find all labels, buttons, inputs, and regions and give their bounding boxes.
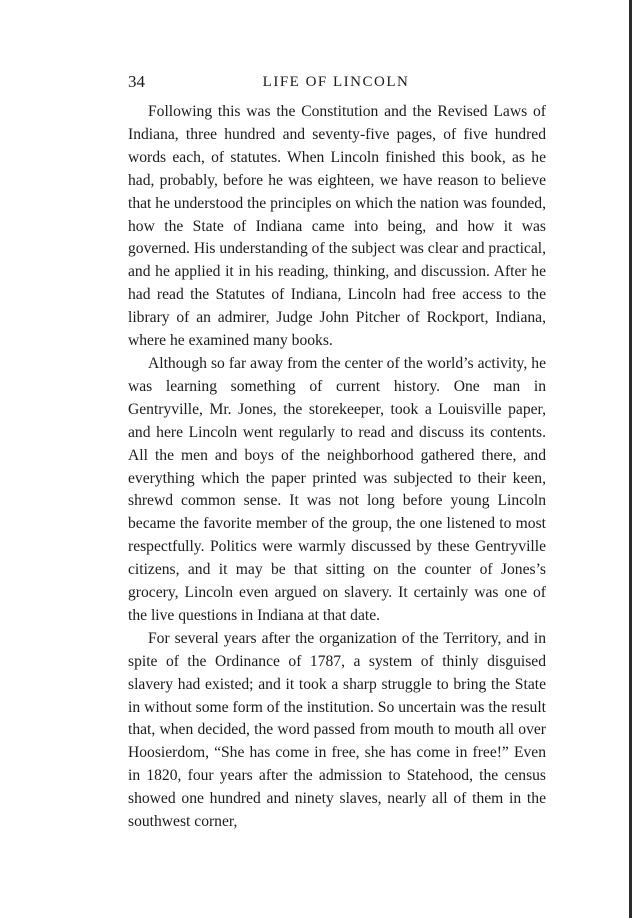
page-header: [128, 72, 544, 96]
paragraph: For several years after the organization of the Territory, and in spite of the Ordinance of 1787, a system of thinly disguised slavery had existed; and it took a sharp struggle to bring the State in without some form of the institution. So uncertain was the result that, when decided, the word passed from mouth to mouth all over Hoosierdom, “She has come in free, she has come in free!” Even in 1820, four years after the admission to Statehood, the census showed one hundred and ninety slaves, nearly all of them in the southwest corner,: [128, 629, 546, 831]
paragraph: Although so far away from the center of the world’s activity, he was learning something of current history. One man in Gentryville, Mr. Jones, the storekeeper, took a Louisville paper, and here Lincoln went regularly to read and discuss its contents. All the men and boys of the neighborhood gathered there, and everything which the paper printed was subjected to their keen, shrewd common sense. It was not long before young Lincoln became the favorite member of the group, the one listened to most respectfully. Politics were warmly discussed by these Gentryville citizens, and it may be that sitting on the counter of Jones’s grocery, Lincoln even argued on slavery. It certainly was one of the live questions in Indiana at that date.: [128, 354, 546, 624]
running-title: LIFE OF LINCOLN: [262, 74, 410, 90]
paragraph: Following this was the Constitution and the Revised Laws of Indiana, three hundred and seventy-five pages, of five hundred words each, of statutes. When Lincoln finished this book, as he had, probably, before he was eighteen, we have reason to believe that he understood the principles on which the nation was founded, how the State of Indiana came into being, and how it was governed. His understanding of the subject was clear and practical, and he applied it in his reading, thinking, and discussion. After he had read the Statutes of Indiana, Lincoln had free access to the library of an admirer, Judge John Pitcher of Rockport, Indiana, where he examined many books.: [128, 103, 546, 350]
page-number: 34: [128, 72, 145, 91]
body-text: [128, 101, 546, 834]
